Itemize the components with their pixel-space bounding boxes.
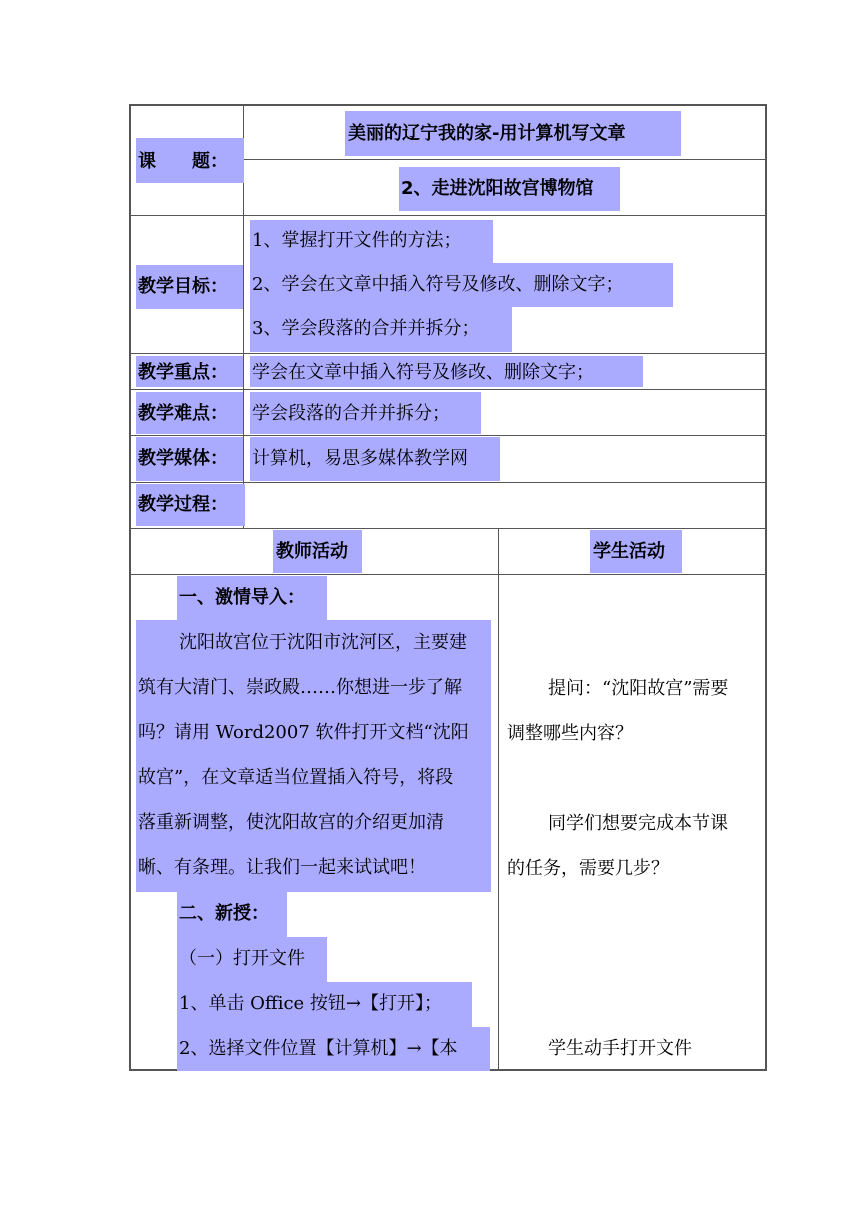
difficulty-text: 学会段落的合并并拆分； bbox=[252, 403, 450, 424]
key-points-label: 教学重点： bbox=[138, 362, 228, 383]
difficulty-label: 教学难点： bbox=[138, 403, 228, 424]
key-points-text: 学会在文章中插入符号及修改、删除文字； bbox=[252, 362, 594, 383]
intro-line: 故宫”，在文章适当位置插入符号，将段 bbox=[138, 767, 454, 788]
goal-item: 1、掌握打开文件的方法； bbox=[252, 230, 462, 251]
table-divider bbox=[243, 159, 766, 160]
student-question: 调整哪些内容？ bbox=[507, 723, 633, 744]
table-divider bbox=[130, 435, 766, 436]
intro-line: 落重新调整，使沈阳故宫的介绍更加清 bbox=[138, 812, 444, 833]
goal-item: 2、学会在文章中插入符号及修改、删除文字； bbox=[252, 274, 624, 295]
student-activity-header: 学生活动 bbox=[593, 541, 665, 562]
table-divider bbox=[498, 528, 499, 1069]
table-divider bbox=[130, 528, 766, 529]
step-text: 2、选择文件位置【计算机】→【本 bbox=[179, 1038, 458, 1059]
section-heading: 二、新授： bbox=[179, 903, 269, 924]
intro-line: 晰、有条理。让我们一起来试试吧！ bbox=[138, 857, 426, 878]
table-divider bbox=[130, 353, 766, 354]
table-divider bbox=[130, 482, 766, 483]
intro-line: 沈阳故宫位于沈阳市沈河区，主要建 bbox=[179, 632, 467, 653]
section-heading: 一、激情导入： bbox=[179, 587, 305, 608]
student-question: 同学们想要完成本节课 bbox=[548, 813, 728, 834]
process-label: 教学过程： bbox=[138, 494, 228, 515]
teacher-activity-header: 教师活动 bbox=[276, 541, 348, 562]
student-action: 学生动手打开文件 bbox=[548, 1038, 692, 1059]
intro-line: 筑有大清门、崇政殿……你想进一步了解 bbox=[138, 677, 462, 698]
unit-title: 美丽的辽宁我的家-用计算机写文章 bbox=[348, 123, 626, 144]
subsection-heading: （一）打开文件 bbox=[179, 948, 305, 969]
media-text: 计算机，易思多媒体教学网 bbox=[252, 448, 468, 469]
topic-label: 课 题： bbox=[138, 151, 228, 172]
student-question: 提问：“沈阳故宫”需要 bbox=[548, 678, 729, 699]
table-divider bbox=[130, 215, 766, 216]
intro-line: 吗？请用 Word2007 软件打开文档“沈阳 bbox=[138, 722, 469, 743]
lesson-title: 2、走进沈阳故宫博物馆 bbox=[401, 178, 594, 199]
media-label: 教学媒体： bbox=[138, 448, 228, 469]
goals-label: 教学目标： bbox=[138, 276, 228, 297]
step-text: 1、单击 Office 按钮→【打开】； bbox=[179, 993, 443, 1014]
table-divider bbox=[130, 574, 766, 575]
highlight bbox=[136, 620, 491, 892]
table-divider bbox=[130, 389, 766, 390]
goal-item: 3、学会段落的合并并拆分； bbox=[252, 318, 480, 339]
student-question: 的任务，需要几步？ bbox=[507, 858, 669, 879]
